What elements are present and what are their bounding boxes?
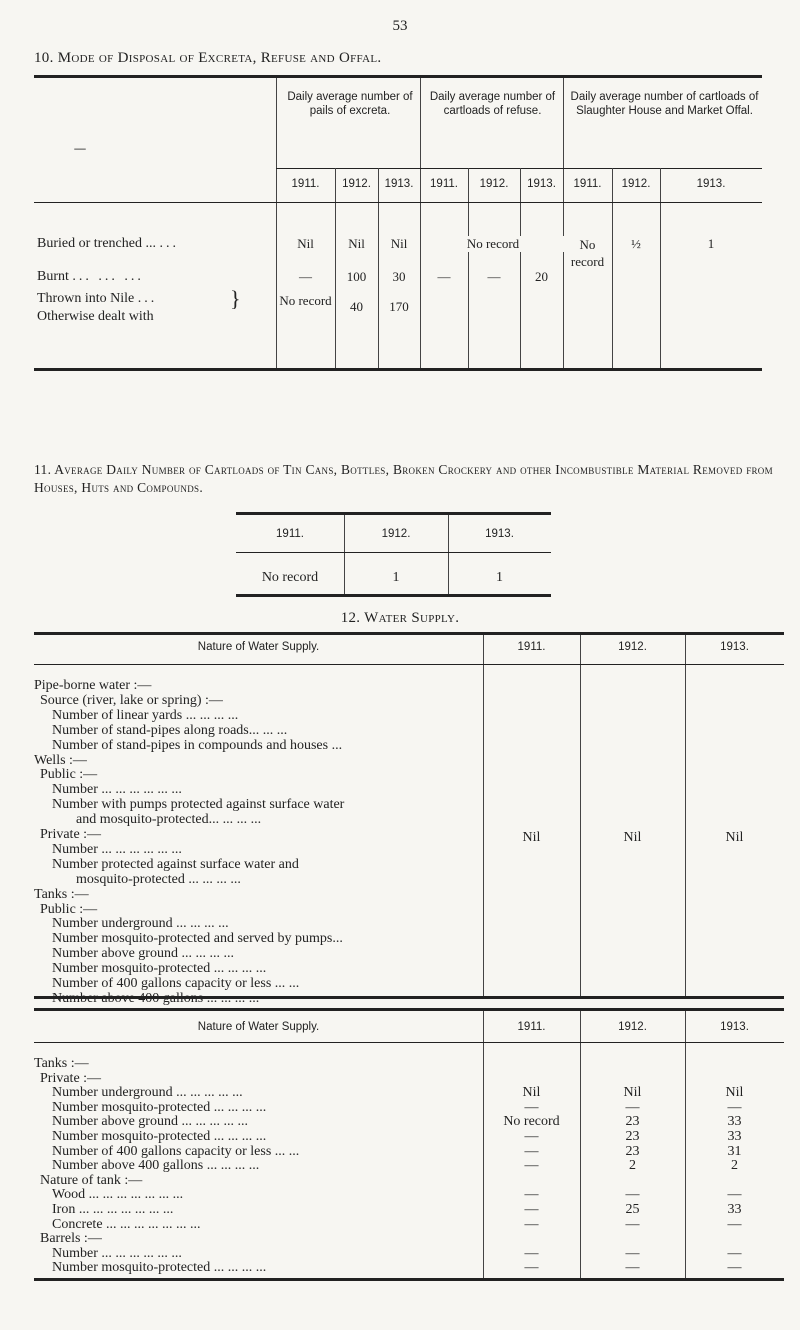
table12a-divider xyxy=(483,635,484,999)
table-cell: Nil xyxy=(725,1085,744,1101)
section-12-title: 12. Water Supply. xyxy=(340,610,460,626)
table12a-header: Nature of Water Supply. xyxy=(197,641,320,653)
table-cell: — xyxy=(625,1245,640,1261)
table10-cell: 20 xyxy=(535,269,548,284)
table10-header-bottom-rule xyxy=(34,202,762,203)
brace: } xyxy=(230,286,241,311)
table11-bottom-rule xyxy=(236,594,551,597)
year-label: 1912. xyxy=(618,641,647,653)
table10-divider xyxy=(563,78,564,370)
table-cell: 31 xyxy=(727,1143,742,1159)
table11-header-rule xyxy=(236,552,551,553)
year-label: 1913. xyxy=(720,641,749,653)
year-label: 1913. xyxy=(485,528,514,540)
table10-cell: 40 xyxy=(350,299,363,314)
table10-row-label: Buried or trenched ... ... xyxy=(37,236,179,251)
table10-cell: — xyxy=(487,269,501,284)
table10-corner: — xyxy=(74,143,86,155)
water-supply-line: Wells :— xyxy=(34,752,87,768)
table-cell: 23 xyxy=(625,1129,640,1144)
water-supply-line: Number ... ... ... ... ... ... xyxy=(52,782,182,798)
year-label: 1912. xyxy=(621,178,651,190)
table10-divider xyxy=(276,78,277,370)
water-supply-line: Number above ground ... ... ... ... xyxy=(52,946,234,962)
water-supply-line: Pipe-borne water :— xyxy=(34,678,152,693)
year-label: 1913. xyxy=(384,178,414,190)
table10-cell: 1 xyxy=(707,236,715,251)
table10-cell: No record xyxy=(422,236,564,252)
table-cell: — xyxy=(524,1099,539,1115)
table-row-label: Number mosquito-protected ... ... ... ... xyxy=(52,1260,267,1276)
year-label: 1912. xyxy=(381,528,411,540)
table10-bottom-rule xyxy=(34,368,762,371)
table10-divider xyxy=(612,168,613,368)
table10-divider xyxy=(520,168,521,368)
table10-cell: No record xyxy=(570,237,605,269)
table-row-label: Wood ... ... ... ... ... ... ... xyxy=(52,1187,184,1203)
table10-row-label: Burnt ... ... ... xyxy=(37,269,144,284)
table11-cell: 1 xyxy=(392,570,400,585)
year-label: 1911. xyxy=(517,641,546,653)
table10-group-header: Daily average number of pails of excreta. xyxy=(287,91,413,117)
table10-row-label: Otherwise dealt with xyxy=(37,309,154,324)
table-row-label: Nature of tank :— xyxy=(40,1172,143,1188)
table10-cell: ½ xyxy=(631,236,641,251)
table-cell: — xyxy=(524,1129,539,1144)
table10-divider xyxy=(660,168,661,368)
section-10-title: 10. Mode of Disposal of Excreta, Refuse and Offal. xyxy=(34,50,382,66)
table-cell: 23 xyxy=(625,1143,640,1159)
water-supply-line: Number mosquito-protected ... ... ... ... xyxy=(52,961,267,977)
table10-cell: 30 xyxy=(392,269,406,284)
water-supply-line: Number of stand-pipes along roads... ... ... xyxy=(52,722,288,738)
year-label: 1911. xyxy=(276,528,304,540)
table-cell: — xyxy=(524,1143,539,1159)
table-row-label: Number underground ... ... ... ... ... xyxy=(52,1085,243,1101)
year-label: 1912. xyxy=(618,1021,647,1033)
water-supply-line: Number of 400 gallons capacity or less ... ... xyxy=(52,976,300,991)
water-supply-line: Public :— xyxy=(40,901,98,917)
table-cell: 2 xyxy=(731,1158,738,1174)
table11-cell: No record xyxy=(261,570,319,585)
water-supply-line: Number of stand-pipes in compounds and houses ... xyxy=(52,737,343,753)
table-cell: 33 xyxy=(727,1129,742,1144)
table10-top-rule xyxy=(34,75,762,78)
table-row-label: Concrete ... ... ... ... ... ... ... xyxy=(52,1216,201,1232)
table-cell: — xyxy=(524,1260,539,1276)
table-row-label: Number mosquito-protected ... ... ... ... xyxy=(52,1099,267,1115)
table-row-label: Number above 400 gallons ... ... ... ... xyxy=(52,1158,260,1174)
table-row-label: Number mosquito-protected ... ... ... ... xyxy=(52,1129,267,1144)
table10-cell: Nil xyxy=(297,236,314,251)
table-cell: — xyxy=(625,1216,640,1232)
page-number: 53 xyxy=(392,18,408,34)
table12a-cell: Nil xyxy=(725,830,744,845)
table10-cell: — xyxy=(299,269,312,284)
table12b-top-rule xyxy=(34,1008,784,1011)
table10-cell: No record xyxy=(279,293,332,308)
year-label: 1911. xyxy=(291,178,320,190)
table11-cell: 1 xyxy=(496,570,503,585)
water-supply-line: Number ... ... ... ... ... ... xyxy=(52,841,182,857)
table10-group-header: Daily average number of cartloads of refuse. xyxy=(429,91,556,117)
year-label: 1913. xyxy=(527,178,556,190)
table-cell: — xyxy=(524,1202,539,1217)
table12a-cell: Nil xyxy=(623,830,642,845)
table-row-label: Tanks :— xyxy=(34,1056,89,1071)
table-cell: — xyxy=(727,1245,742,1261)
water-supply-line: Public :— xyxy=(40,767,98,783)
table11-top-rule xyxy=(236,512,551,515)
year-label: 1911. xyxy=(430,178,458,190)
table-cell: — xyxy=(727,1216,742,1232)
table-cell: — xyxy=(524,1245,539,1261)
table-cell: 23 xyxy=(625,1114,640,1130)
table-row-label: Number ... ... ... ... ... ... xyxy=(52,1245,182,1261)
water-supply-line: Number mosquito-protected and served by pumps... xyxy=(52,931,343,947)
table10-cell: — xyxy=(437,269,451,284)
year-label: 1911. xyxy=(573,178,602,190)
table-cell: — xyxy=(727,1187,742,1203)
table12a-top-rule xyxy=(34,632,784,635)
table-row-label: Number above ground ... ... ... ... ... xyxy=(52,1114,248,1130)
table12a-header-rule xyxy=(34,664,784,665)
table10-group-header: Daily average number of cartloads of Slaughter House and Market Offal. xyxy=(570,91,759,117)
section-11-title: 11. Average Daily Number of Cartloads of Tin Cans, Bottles, Broken Crockery and other Incombustible Material Removed from Houses, Huts and Compounds. xyxy=(34,462,773,495)
table-cell: — xyxy=(727,1099,742,1115)
table-cell: — xyxy=(625,1099,640,1115)
year-label: 1913. xyxy=(720,1021,749,1033)
table-cell: Nil xyxy=(522,1085,541,1101)
table10-header-rule xyxy=(276,168,762,169)
table-row-label: Iron ... ... ... ... ... ... ... xyxy=(52,1202,174,1217)
table12b-bottom-rule xyxy=(34,1278,784,1281)
year-label: 1913. xyxy=(696,178,726,190)
year-label: 1912. xyxy=(342,178,371,190)
table-cell: 25 xyxy=(625,1202,640,1217)
table12b-header: Nature of Water Supply. xyxy=(197,1021,320,1033)
table12a-divider xyxy=(685,635,686,999)
table10-divider xyxy=(420,78,421,370)
table-row-label: Number of 400 gallons capacity or less ... ... xyxy=(52,1143,300,1159)
water-supply-line: and mosquito-protected... ... ... ... xyxy=(76,812,262,828)
table-cell: 33 xyxy=(727,1114,742,1130)
table-cell: — xyxy=(524,1158,539,1174)
year-label: 1911. xyxy=(517,1021,546,1033)
table-cell: No record xyxy=(503,1114,560,1130)
table-cell: — xyxy=(625,1187,640,1203)
table10-divider xyxy=(468,168,469,368)
table12a-divider xyxy=(580,635,581,999)
table-cell: — xyxy=(524,1187,539,1203)
water-supply-line: Number underground ... ... ... ... xyxy=(52,916,229,932)
table-cell: Nil xyxy=(623,1085,642,1101)
water-supply-line: Source (river, lake or spring) :— xyxy=(40,692,223,708)
water-supply-line: mosquito-protected ... ... ... ... xyxy=(76,871,241,887)
table12a-bottom-rule xyxy=(34,996,784,999)
table10-cell: Nil xyxy=(348,236,365,251)
table10-cell: 100 xyxy=(346,269,367,284)
table-row-label: Private :— xyxy=(40,1070,102,1086)
water-supply-line: Number protected against surface water and xyxy=(52,856,299,872)
table10-divider xyxy=(335,168,336,368)
table-cell: — xyxy=(524,1216,539,1232)
table12a-cell: Nil xyxy=(522,830,541,845)
table10-cell: 170 xyxy=(389,299,409,314)
water-supply-line: Number with pumps protected against surface water xyxy=(52,797,345,813)
year-label: 1912. xyxy=(479,178,509,190)
table-cell: 33 xyxy=(727,1202,742,1217)
table-cell: 2 xyxy=(629,1158,636,1174)
table10-cell: Nil xyxy=(390,236,408,251)
table12b-header-rule xyxy=(34,1042,784,1043)
water-supply-line: Tanks :— xyxy=(34,886,89,902)
table-cell: — xyxy=(727,1260,742,1276)
table-row-label: Barrels :— xyxy=(40,1231,102,1247)
table10-row-label: Thrown into Nile ... xyxy=(37,291,158,306)
table10-divider xyxy=(378,168,379,368)
water-supply-line: Private :— xyxy=(40,827,102,842)
water-supply-line: Number of linear yards ... ... ... ... xyxy=(52,707,239,723)
table-cell: — xyxy=(625,1260,640,1276)
